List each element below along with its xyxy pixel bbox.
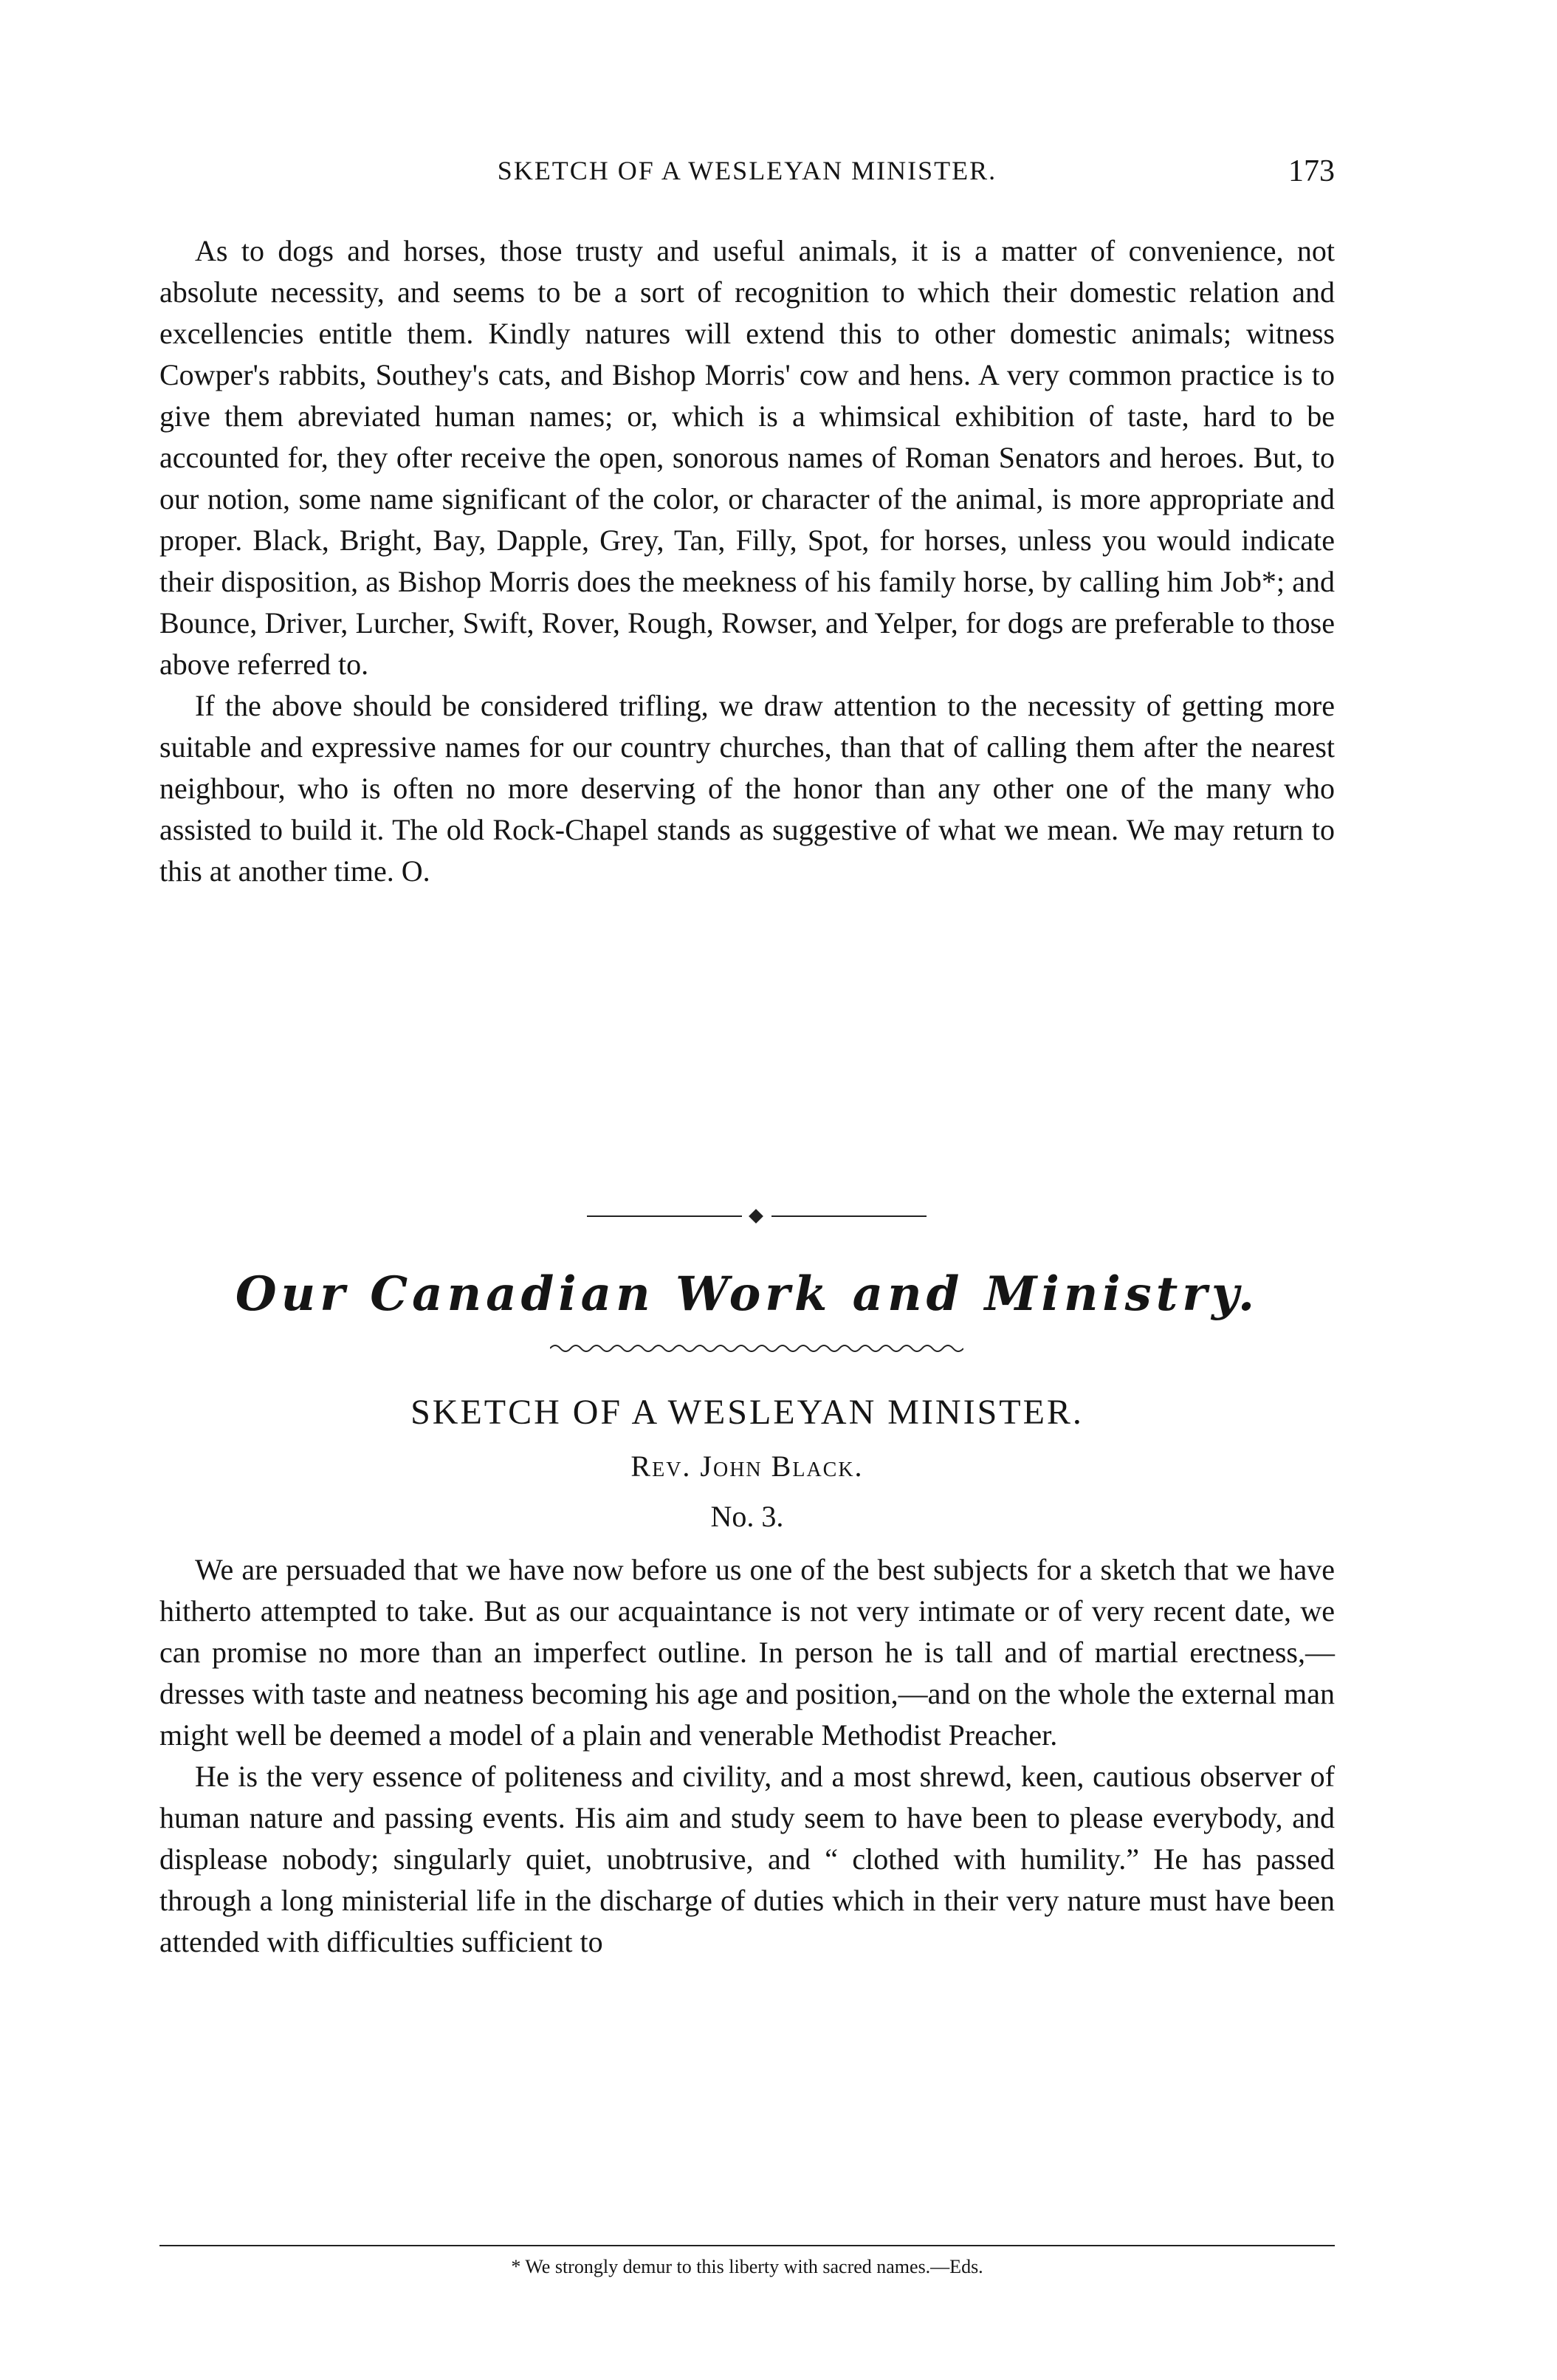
paragraph: If the above should be considered trifling, we draw attention to the necessity of getting more suitable and expressive names for our country churches, than that of calling them after the nearest neighbour, who is often no more deserving of the honor than any other one of the many who assisted to build it. The old Rock-Chapel stands as suggestive of what we mean. We may return to this at another time. O.	[159, 689, 1335, 888]
section-heading: Our Canadian Work and Ministry.	[235, 1266, 1259, 1322]
ornament-rule	[587, 1207, 927, 1225]
article-text	[159, 1549, 1335, 1963]
footnote: * We strongly demur to this liberty with sacred names.—Eds.	[511, 2256, 983, 2277]
paragraph: He is the very essence of politeness and civility, and a most shrewd, keen, cautious observer of human nature and passing events. His aim and study seem to have been to please everybody, and displease nobody; singularly quiet, unobtrusive, and “ clothed with humility.” He has passed through a long ministerial life in the discharge of duties which in their very nature must have been attended with difficulties sufficient to	[159, 1760, 1335, 1958]
page-number: 173	[1288, 154, 1335, 188]
running-head	[159, 155, 1335, 199]
article-author: Rev. John Black.	[630, 1450, 864, 1483]
wavy-divider	[550, 1342, 963, 1354]
article-title: SKETCH OF A WESLEYAN MINISTER.	[410, 1393, 1084, 1432]
continuation-text	[159, 230, 1335, 892]
footnote-rule	[159, 2245, 1335, 2246]
paragraph: We are persuaded that we have now before us one of the best subjects for a sketch that we have hitherto attempted to take. But as our acquaintance is not very intimate or of very recent date, we can promise no more than an imperfect outline. In person he is tall and of martial erectness,—dresses with taste and neatness becoming his age and position,—and on the whole the external man might well be deemed a model of a plain and venerable Methodist Preacher.	[159, 1553, 1335, 1752]
paragraph: As to dogs and horses, those trusty and useful animals, it is a matter of convenience, not absolute necessity, and seems to be a sort of recognition to which their domestic relation and excellencies entitle them. Kindly natures will extend this to other domestic animals; witness Cowper's rabbits, Southey's cats, and Bishop Morris' cow and hens. A very common practice is to give them abreviated human names; or, which is a whimsical exhibition of taste, hard to be accounted for, they ofter receive the open, sonorous names of Roman Senators and heroes. But, to our notion, some name significant of the color, or character of the animal, is more appropriate and proper. Black, Bright, Bay, Dapple, Grey, Tan, Filly, Spot, for horses, unless you would indicate their disposition, as Bishop Morris does the meekness of his family horse, by calling him Job*; and Bounce, Driver, Lurcher, Swift, Rover, Rough, Rowser, and Yelper, for dogs are preferable to those above referred to.	[159, 234, 1335, 681]
article-number: No. 3.	[710, 1500, 784, 1533]
running-title: SKETCH OF A WESLEYAN MINISTER.	[497, 156, 997, 185]
